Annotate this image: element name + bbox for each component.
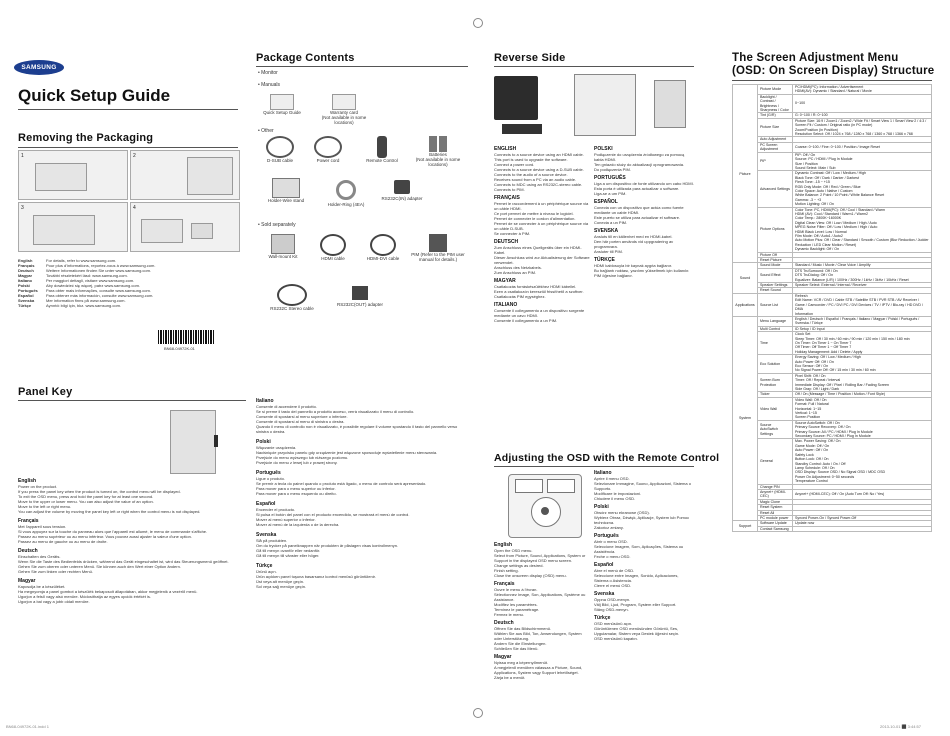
osd-menu-item: Backlight / Contrast / Brightness / Sharpness / Color xyxy=(758,94,793,113)
sold-item: HDMI cable xyxy=(308,234,358,261)
osd-row xyxy=(733,316,932,326)
osd-menu-item: Contact Samsung xyxy=(758,526,793,531)
sold-item: RS232C Stereo cable xyxy=(262,284,322,311)
osd-row xyxy=(733,355,932,374)
sold-item: Wall-mount Kit xyxy=(258,234,308,259)
removing-packaging-title: Removing the Packaging xyxy=(18,132,154,144)
footer-left: BN68-04972K-01.indd 1 xyxy=(6,724,49,729)
osd-menu-item: General xyxy=(758,439,793,484)
osd-menu-item: Picture Mode xyxy=(758,85,793,95)
osd-row xyxy=(733,293,932,316)
remote-control-illustration xyxy=(508,474,582,538)
osd-structure-table xyxy=(732,84,932,604)
osd-menu-options: Clock Set Sleep Timer: Off / 30 min / 60 min / 90 min / 120 min / 150 min / 180 min On Timer: On Timer 1 ~ On Timer 7 Off Timer: Off Timer 1 ~ Off Timer 7 Holiday Management: Add / Delete / Apply xyxy=(793,332,932,355)
osd-menu-item: Eco Solution xyxy=(758,355,793,374)
lang-row: Magyar További részletekért lásd: www.samsung.com. xyxy=(18,273,128,278)
osd-menu-item: PIP xyxy=(758,152,793,171)
osd-menu-item: Advanced Settings xyxy=(758,171,793,207)
osd-row xyxy=(733,118,932,137)
lang-row: Deutsch Weitere Informationen finden Sie unter www.samsung.com. xyxy=(18,268,152,273)
osd-menu-item: Reset Picture xyxy=(758,258,793,263)
osd-menu-options: Max. Power Saving: Off / On Game Mode: Off / On Auto Power: Off / On Safety Lock Button Lock: Off / On Standby Control: Auto / On / Off Lamp Schedule: Off / On OSD Display: Source OSD / No Signal OSD / MDC OSD Power On Adjustment: 0~50 seconds Temperature Control xyxy=(793,439,932,484)
osd-menu-options: PC/HDMI(PC): Information / Advertisement HDMI(AV): Dynamic / Standard / Natural / Movie xyxy=(793,85,932,95)
step-1-illustration: 1 xyxy=(18,150,128,200)
remote-osd-title: Adjusting the OSD with the Remote Control xyxy=(494,452,720,464)
registration-mark-bottom xyxy=(473,708,483,718)
warranty-card-item: Warranty card (Not available in some locations) xyxy=(312,94,376,125)
osd-row xyxy=(733,397,932,420)
package-contents-title: Package Contents xyxy=(256,52,355,64)
step-4-illustration: 4 xyxy=(130,202,240,252)
osd-menu-options: Color Tone: PC, HDMI(PC): Off / Cool / Standard / Warm HDMI (AV): Cool / Standard / Warm1 / Warm2 Color Temp.: 2800K~16000K Digital Clean View: Off / Low / Medium / High / Auto MPEG Noise Filter: Off / Low / Medium / High / Auto HDMI Black Level: Low / Normal Film Mode: Off / Auto1 / Auto2 Auto Motion Plus: Off / Clear / Standard / Smooth / Custom (Blur Reduction / Judder Reduction / LED Clear Motion / Reset) Dynamic Backlight: Off / On xyxy=(793,207,932,252)
osd-menu-options: DTS TruSurround: Off / On DTS TruDialog: Off / On Equalizer: Balance (L/R) / 100Hz / 300Hz / 1kHz / 3kHz / 10kHz / Reset xyxy=(793,268,932,282)
manuals-label: • Manuals xyxy=(258,82,281,88)
osd-row xyxy=(733,142,932,152)
osd-group-label: Picture xyxy=(733,85,758,263)
reverse-side-text-right: POLSKI Podłączenie do urządzenia źródłowego za pomocą kabla HDMI. Ten gniazdo służy do aktualizacji oprogramowania. Do podłączenia PIM. PORTUGUÊS Liga a um dispositivo de fonte utilizando um cabo HDMI. Esta porta é utilizada para actualizar o software. Liga-se a um PIM. ESPAÑOL Conecta con un dispositivo que actúa como fuente mediante un cable HDMI. Este puerto se utiliza para actualizar el software. Conecta a un PIM. SVENSKA Ansluts till en källenhet med en HDMI-kabel. Den här porten används vid uppgradering av programvara. Ansluter till PIM. TÜRKÇE HDMI kablosuyla bir kaynak aygıta bağlanır. Bu bağlantı noktası, yazılımı yükseltmek için kullanılır. PIM öğesine bağlanır. xyxy=(594,146,694,278)
osd-group-label: Sound xyxy=(733,263,758,293)
osd-menu-options: Energy Saving: Off / Low / Medium / High Auto Power Off: Off / On Eco Sensor: Off / On No Signal Power Off: Off / 15 min / 30 min / 60 min xyxy=(793,355,932,374)
sold-separately-label: • Sold separately xyxy=(258,222,296,228)
osd-title: The Screen Adjustment Menu (OSD: On Screen Display) Structure xyxy=(732,52,935,77)
package-item: Power cord xyxy=(306,136,350,163)
lang-row: Polski Aby dowiedzieć się więcej, patrz www.samsung.com. xyxy=(18,283,141,288)
osd-menu-item: Reset Sound xyxy=(758,288,793,293)
osd-menu-options: Standard / Music / Movie / Clear Voice / Amplify xyxy=(793,263,932,268)
package-item: Batteries (Not available in some locations) xyxy=(410,136,466,167)
remote-text-right: Italiano Aprire il menu OSD. Selezionare Immagine, Suono, Applicazioni, Sistema o Supporto. Modificare le impostazioni. Chiudere il menu OSD. Polski Otwórz menu ekranowe (OSD). Wybierz Obraz, Dźwięk, Aplikacje, System lub Pomoc techniczna. Zakończ zmiany. Português Abrir o menu OSD. Seleccione Imagem, Som, Aplicações, Sistema ou Assistência. Feche o menu OSD. Español Abre el menú de OSD. Seleccione entre Imagen, Sonido, Aplicaciones, Sistema o Asistencia. Cierre el menú OSD. Svenska Öppna OSD-menyn. Välj Bild, Ljud, Program, System eller Support. Stäng OSD-menyn. Türkçe OSD menüsünü açın. Görüntülenen OSD menüsünden Görüntü, Ses, Uygulamalar, Sistem veya Destek öğesini seçin. OSD menüsünü kapatın. xyxy=(594,470,691,641)
osd-menu-options xyxy=(793,526,932,531)
osd-menu-item: Multi Control xyxy=(758,326,793,331)
osd-menu-options: English / Deutsch / Español / Français / Italiano / Magyar / Polski / Português / Svenska / Türkçe xyxy=(793,316,932,326)
sold-item: PIM (Refer to the PIM user manual for details.) xyxy=(408,234,468,262)
osd-menu-options: Update now xyxy=(793,521,932,526)
osd-menu-options: Synced Power-On / Synced Power-Off xyxy=(793,515,932,520)
osd-menu-item: Reset All xyxy=(758,510,793,515)
osd-menu-item: Video Wall xyxy=(758,397,793,420)
panel-key-instructions-right: Italiano Consente di accendere il prodotto. Se si preme il tasto del pannello a prodotto acceso, verrà visualizzato il menu di controllo. Consente di spostarsi al menu superiore o inferiore. Consente di spostarsi al menu di sinistra o destra. Quando il menu di controllo non è visualizzato, è possibile regolare il volume spostando il tasto del pannello verso sinistra o destra. Polski Włączanie urządzenia. Naciśnięcie przycisku panelu gdy urządzenie jest włączone spowoduje wyświetlenie menu sterowania. Przejście do menu wyższego lub niższego poziomu. Przejście do menu z lewej lub z prawej strony. Português Ligue o produto. Se premir a tecla do painel quando o produto está ligado, o menu de controlo será apresentado. Para mover para o menu superior ou inferior. Para mover para o menu esquerdo ou direito. Español Encender el producto. Si pulsa el botón del panel con el producto encendido, se mostrará el menú de control. Mover al menú superior o inferior. Mover al menú de la izquierda o de la derecha. Svenska Slå på produkten. Om du trycker på panelknappen när produkten är påslagen visas kontrollmenyn. Gå till menyn ovanför eller nedanför. Gå till menyn till vänster eller höger. Türkçe Ürünü açın. Ürün açıkken panel tuşuna basarsanız kontrol menüsü görüntülenir. Üst veya alt menüye geçin. Sol veya sağ menüye geçin. xyxy=(256,398,458,589)
osd-menu-item: Picture Size xyxy=(758,118,793,137)
panel-key-instructions-left: English Power on the product. If you press the panel key when the product is turned on, the control menu will be displayed. To exit the OSD menu, press and hold the panel key for at least one second. Move to the upper or lower menu. You can also adjust the value of an option. Move to the left or right menu. You can adjust the volume by moving the panel key left or right when the control menu is not displayed. Français Met l'appareil sous tension. Si vous appuyez sur la touche du panneau alors que l'appareil est allumé, le menu de commande s'affiche. Passez au menu supérieur ou au menu inférieur. Vous pouvez aussi ajuster la valeur d'une option. Passez au menu de gauche ou au menu de droite. Deutsch Einschalten des Geräts. Wenn Sie die Taste des Bedienfelds drücken, während das Gerät eingeschaltet ist, wird das Steuerungsmenü geöffnet. Gehen Sie zum oberen oder unteren Menü. Sie können auch den Wert einer Option ändern. Gehen Sie zum linken oder rechten Menü. Magyar Kapcsolja be a készüléket. Ha megnyomja a panel gombot a készülék bekapcsolt állapotában, akkor megjelenik a vezérlő menü. Ugorjon a felső vagy alsó menüre. Módosíthatja az egyes opciók értékét is. Ugorjon a bal vagy a jobb oldali menüre. xyxy=(18,478,229,604)
package-item: Holder-Ring (4EA) xyxy=(318,178,374,207)
panel-key-title: Panel Key xyxy=(18,386,73,398)
osd-menu-options: Picture Size: 16:9 / Zoom1 / Zoom2 / Wide Fit / Smart View 1 / Smart View 2 / 4:3 / Screen Fit / Custom / Original ratio (in PC mode) Zoom/Position (in Position) Resolution Select: Off / 1024 x 768 / 1280 x 768 / 1360 x 768 / 1366 x 768 xyxy=(793,118,932,137)
panel-key-monitor-illustration xyxy=(170,410,216,474)
registration-mark-top xyxy=(473,18,483,28)
osd-menu-options: Video Wall: Off / On Format: Full / Natural Horizontal: 1~15 Vertical: 1~15 Screen Position xyxy=(793,397,932,420)
package-item: Holder-Wire stand xyxy=(258,178,314,203)
osd-menu-item: Picture Options xyxy=(758,207,793,252)
quick-setup-title: Quick Setup Guide xyxy=(18,86,171,105)
osd-menu-options: Speaker Select: External / Internal / Receiver xyxy=(793,283,932,288)
osd-menu-options: 0~100 xyxy=(793,94,932,113)
osd-row xyxy=(733,268,932,282)
footer-right: 2013-10-01 ⬛ 3:44:57 xyxy=(880,724,922,729)
osd-group-label: Applications xyxy=(733,293,758,316)
osd-menu-options: Off / On (Message / Time / Position / Motion / Font Style) xyxy=(793,392,932,397)
osd-menu-item: Tint (G/R) xyxy=(758,113,793,118)
osd-menu-item: Time xyxy=(758,332,793,355)
osd-row xyxy=(733,420,932,439)
osd-row xyxy=(733,152,932,171)
quick-guide-item: Quick Setup Guide xyxy=(262,94,302,115)
details-language-list xyxy=(18,258,238,308)
osd-menu-options: PIP: Off / On Source: PC / HDMI / Plug In Module Size / Position Sound Select: Main / Sub xyxy=(793,152,932,171)
osd-menu-options: ID Setup / ID Input xyxy=(793,326,932,331)
osd-menu-item: Ticker xyxy=(758,392,793,397)
package-item: RS232C(IN) adapter xyxy=(374,178,430,201)
osd-row xyxy=(733,489,932,499)
osd-menu-options: Refresh Edit Name: VCR / DVD / Cable STB / Satellite STB / PVR STB / AV Receiver / Game / Camcorder / PC / DVI PC / DVI Devices / TV / IPTV / Blu-ray / HD DVD / DMA Information xyxy=(793,293,932,316)
osd-row xyxy=(733,373,932,392)
barcode xyxy=(158,330,214,344)
osd-menu-item: Auto Adjustment xyxy=(758,137,793,142)
osd-menu-item: Sound Effect xyxy=(758,268,793,282)
osd-menu-item: PC module power xyxy=(758,515,793,520)
lang-row: Türkçe Ayrıntılı bilgi için, bkz. www.samsung.com. xyxy=(18,303,122,308)
reverse-side-title: Reverse Side xyxy=(494,52,566,64)
osd-menu-item: Change PIN xyxy=(758,484,793,489)
osd-menu-item: Software Update xyxy=(758,521,793,526)
osd-menu-item: Menu Language xyxy=(758,316,793,326)
osd-row xyxy=(733,526,932,531)
samsung-logo: SAMSUNG xyxy=(14,60,64,75)
lang-row: Português Para obter mais informações, consulte www.samsung.com. xyxy=(18,288,151,293)
osd-row xyxy=(733,332,932,355)
lang-row: Svenska Mer information finns på www.samsung.com. xyxy=(18,298,126,303)
barcode-text: BN68-04972K-01 xyxy=(164,346,195,351)
osd-menu-options: G: 0~100 / R: 0~100 xyxy=(793,113,932,118)
reverse-side-illustration xyxy=(494,72,694,142)
packaging-steps xyxy=(18,150,238,252)
osd-row xyxy=(733,207,932,252)
other-label: • Other xyxy=(258,128,274,134)
osd-menu-options: Anynet+ (HDMI-CEC): Off / On (Auto Turn Off: No / Yes) xyxy=(793,489,932,499)
osd-menu-item: Picture Off xyxy=(758,252,793,257)
lang-row: English For details, refer to www.samsung.com. xyxy=(18,258,117,263)
osd-menu-options: Source AutoSwitch: Off / On Primary Source Recovery: Off / On Primary Source: All / PC / HDMI / Plug In Module Secondary Source: PC / HDMI / Plug In Module xyxy=(793,420,932,439)
osd-menu-item: Speaker Settings xyxy=(758,283,793,288)
monitor-label: • Monitor xyxy=(258,70,278,76)
osd-menu-item: Source List xyxy=(758,293,793,316)
osd-group-label: System xyxy=(733,316,758,520)
package-item: Remote Control xyxy=(360,136,404,163)
osd-row xyxy=(733,85,932,95)
sold-item: HDMI-DVI cable xyxy=(358,234,408,261)
osd-row xyxy=(733,171,932,207)
osd-menu-options: Pixel Shift: Off / On Timer: Off / Repeat / Interval Immediate Display: Off / Pixel / Rolling Bar / Fading Screen Side Gray: Off / Light / Dark xyxy=(793,373,932,392)
sold-item: RS232C(OUT) adapter xyxy=(330,284,390,307)
osd-menu-item: Screen Burn Protection xyxy=(758,373,793,392)
osd-menu-options: Coarse: 0~100 / Fine: 0~100 / Position / Image Reset xyxy=(793,142,932,152)
osd-menu-item: Source AutoSwitch Settings xyxy=(758,420,793,439)
lang-row: Français Pour plus d'informations, reportez-vous à www.samsung.com. xyxy=(18,263,156,268)
osd-menu-item: Sound Mode xyxy=(758,263,793,268)
reverse-side-text-left: ENGLISH Connects to a source device using an HDMI cable. This port is used to upgrade the software. Connect a power cord. Connects to a source device using a D-SUB cable. Connects to the audio of a source device. Receives sound from a PC via an audio cable. Connects to MDC using an RS232C-stereo cable. Connects to PIM. FRANÇAIS Permet le raccordement à un périphérique source via un câble HDMI. Ce port permet de mettre à niveau le logiciel. Permet de connecter le cordon d'alimentation. Permet de se connecter à un périphérique source via un câble D-SUB. Se connecter à PIM. DEUTSCH Zum Anschluss eines Quellgeräts über ein HDMI-Kabel. Dieser Anschluss wird zur Aktualisierung der Software verwendet. Anschluss des Netzkabels. Zum Anschluss an PIM. MAGYAR Csatlakozás forráskészülékhez HDMI kábellel. Ezen a csatlakozón keresztül frissíthető a szoftver. Csatlakozás PIM egységhez. ITALIANO Consente il collegamento a un dispositivo sorgente mediante un cavo HDMI. Consente il collegamento a un PIM. xyxy=(494,146,590,323)
osd-menu-item: Anynet+ (HDMI-CEC) xyxy=(758,489,793,499)
osd-menu-options: Dynamic Contrast: Off / Low / Medium / High Black Tone: Off / Dark / Darker / Darkest Flesh Tone: -15 ~ +15 RGB Only Mode: Off / Red / Green / Blue Color Space: Auto / Native / Custom White Balance: 2 Point / 10 Point / White Balance Reset Gamma: -3 ~ +3 Motion Lighting: Off / On xyxy=(793,171,932,207)
step-3-illustration: 3 xyxy=(18,202,128,252)
osd-row xyxy=(733,439,932,484)
osd-menu-item: Magic Clone xyxy=(758,499,793,504)
osd-row xyxy=(733,94,932,113)
step-2-illustration: 2 xyxy=(130,150,240,200)
osd-menu-item: PC Screen Adjustment xyxy=(758,142,793,152)
osd-group-label: Support xyxy=(733,521,758,532)
package-item: D-SUB cable xyxy=(258,136,302,163)
lang-row: Italiano Per maggiori dettagli, visitare www.samsung.com. xyxy=(18,278,135,283)
remote-text-left: English Open the OSD menu. Select from Picture, Sound, Applications, System or Support in the displayed OSD menu screen. Change settings as desired. Finish setting. Close the onscreen display (OSD) menu. Français Ouvre le menu à l'écran. Sélectionnez Image, Son, Applications, Système ou Assistance. Modifiez les paramètres. Terminez le paramétrage. Fermez le menu. Deutsch Öffnen Sie das Bildschirmmenü. Wählen Sie aus Bild, Ton, Anwendungen, System oder Unterstützung. Ändern Sie die Einstellungen. Schließen Sie das Menü. Magyar Nyissa meg a képernyőmenüt. A megjelenő menüben válassza a Picture, Sound, Applications, System vagy Support lehetőséget. Zárja be a menüt. xyxy=(494,542,586,680)
osd-menu-item: Reset System xyxy=(758,505,793,510)
lang-row: Español Para obtener más información, consulte www.samsung.com. xyxy=(18,293,154,298)
